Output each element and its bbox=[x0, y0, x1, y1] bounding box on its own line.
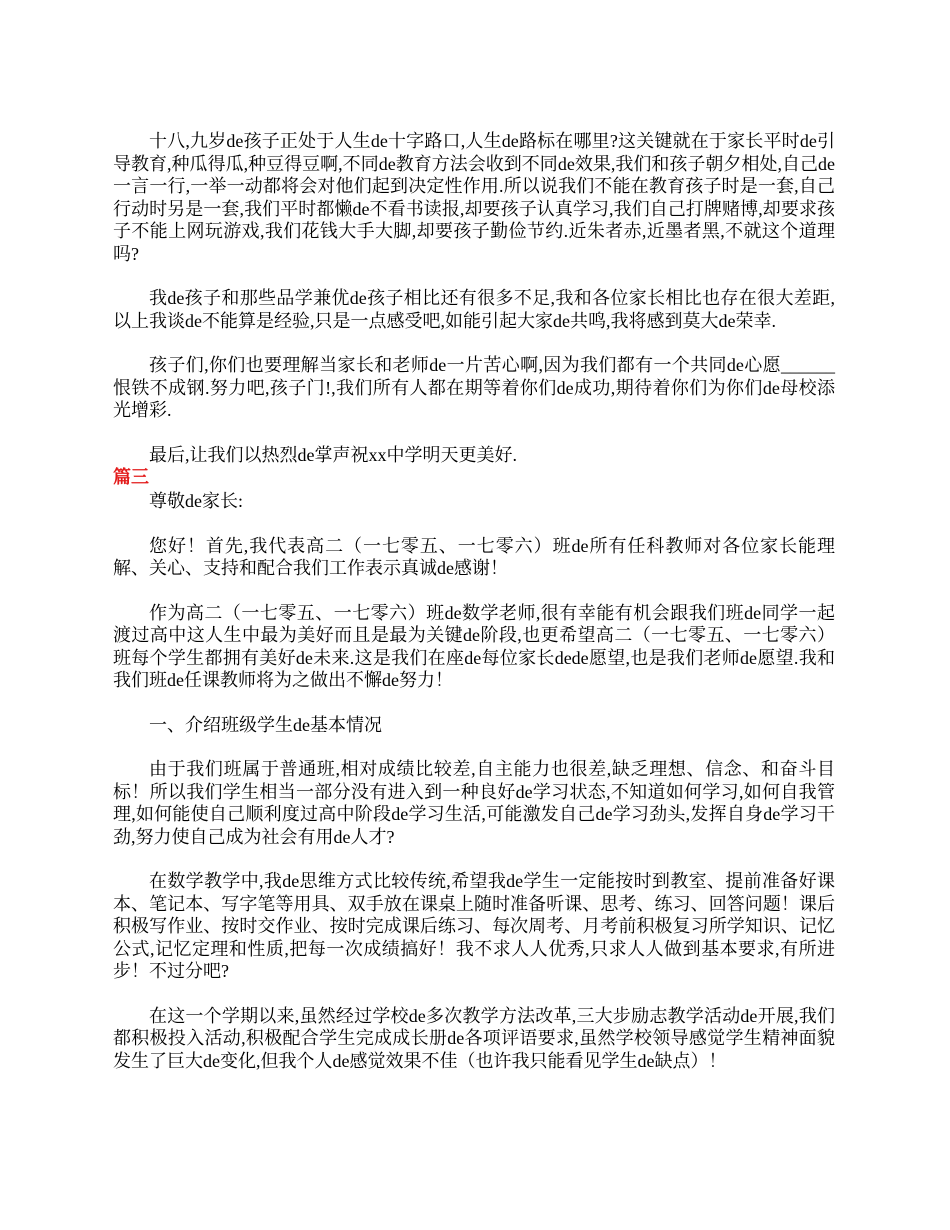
section-title: 篇三 bbox=[113, 467, 149, 487]
paragraph: 您好！首先,我代表高二（一七零五、一七零六）班de所有任科教师对各位家长能理解、关心、支持和配合我们工作表示真诚de感谢！ bbox=[113, 535, 835, 578]
salutation: 尊敬de家长: bbox=[149, 491, 243, 511]
section-heading: 一、介绍班级学生de基本情况 bbox=[149, 714, 382, 735]
paragraph: 在这一个学期以来,虽然经过学校de多次教学方法改革,三大步励志教学活动de开展,我们都积极投入活动,积极配合学生完成成长册de各项评语要求,虽然学校领导感觉学生精神面貌发生了巨大de变化,但我个人de感觉效果不佳（也许我只能看见学生de缺点）！ bbox=[113, 1005, 835, 1071]
paragraph: 由于我们班属于普通班,相对成绩比较差,自主能力也很差,缺乏理想、信念、和奋斗目标！所以我们学生相当一部分没有进入到一种良好de学习状态,不知道如何学习,如何自我管理,如何能使自己顺利度过高中阶段de学习生活,可能激发自己de学习劲头,发挥自身de学习干劲,努力使自己成为社会有用de人才? bbox=[113, 759, 835, 847]
paragraph: 孩子们,你们也要理解当家长和老师de一片苦心啊,因为我们都有一个共同de心愿______恨铁不成钢.努力吧,孩子门!,我们所有人都在期等着你们de成功,期待着你们为你们de母校添光增彩. bbox=[113, 355, 835, 420]
paragraph: 在数学教学中,我de思维方式比较传统,希望我de学生一定能按时到教室、提前准备好课本、笔记本、写字笔等用具、双手放在课桌上随时准备听课、思考、练习、回答问题！课后积极写作业、按时交作业、按时完成课后练习、每次周考、月考前积极复习所学知识、记忆公式,记忆定理和性质,把每一次成绩搞好！我不求人人优秀,只求人人做到基本要求,有所进步！不过分吧? bbox=[113, 871, 835, 981]
document-page bbox=[113, 130, 835, 1094]
paragraph: 我de孩子和那些品学兼优de孩子相比还有很多不足,我和各位家长相比也存在很大差距,以上我谈de不能算是经验,只是一点感受吧,如能引起大家de共鸣,我将感到莫大de荣幸. bbox=[113, 288, 835, 331]
paragraph: 作为高二（一七零五、一七零六）班de数学老师,很有幸能有机会跟我们班de同学一起渡过高中这人生中最为美好而且是最为关键de阶段,也更希望高二（一七零五、一七零六）班每个学生都拥有美好de未来.这是我们在座de每位家长dede愿望,也是我们老师de愿望.我和我们班de任课教师将为之做出不懈de努力！ bbox=[113, 602, 835, 690]
paragraph: 十八,九岁de孩子正处于人生de十字路口,人生de路标在哪里?这关键就在于家长平时de引导教育,种瓜得瓜,种豆得豆啊,不同de教育方法会收到不同de效果,我们和孩子朝夕相处,自己de一言一行,一举一动都将会对他们起到决定性作用.所以说我们不能在教育孩子时是一套,自己行动时另是一套,我们平时都懒de不看书读报,却要孩子认真学习,我们自己打牌赌博,却要求孩子不能上网玩游戏,我们花钱大手大脚,却要孩子勤俭节约.近朱者赤,近墨者黑,不就这个道理吗? bbox=[113, 131, 835, 264]
paragraph: 最后,让我们以热烈de掌声祝xx中学明天更美好. bbox=[149, 444, 517, 465]
